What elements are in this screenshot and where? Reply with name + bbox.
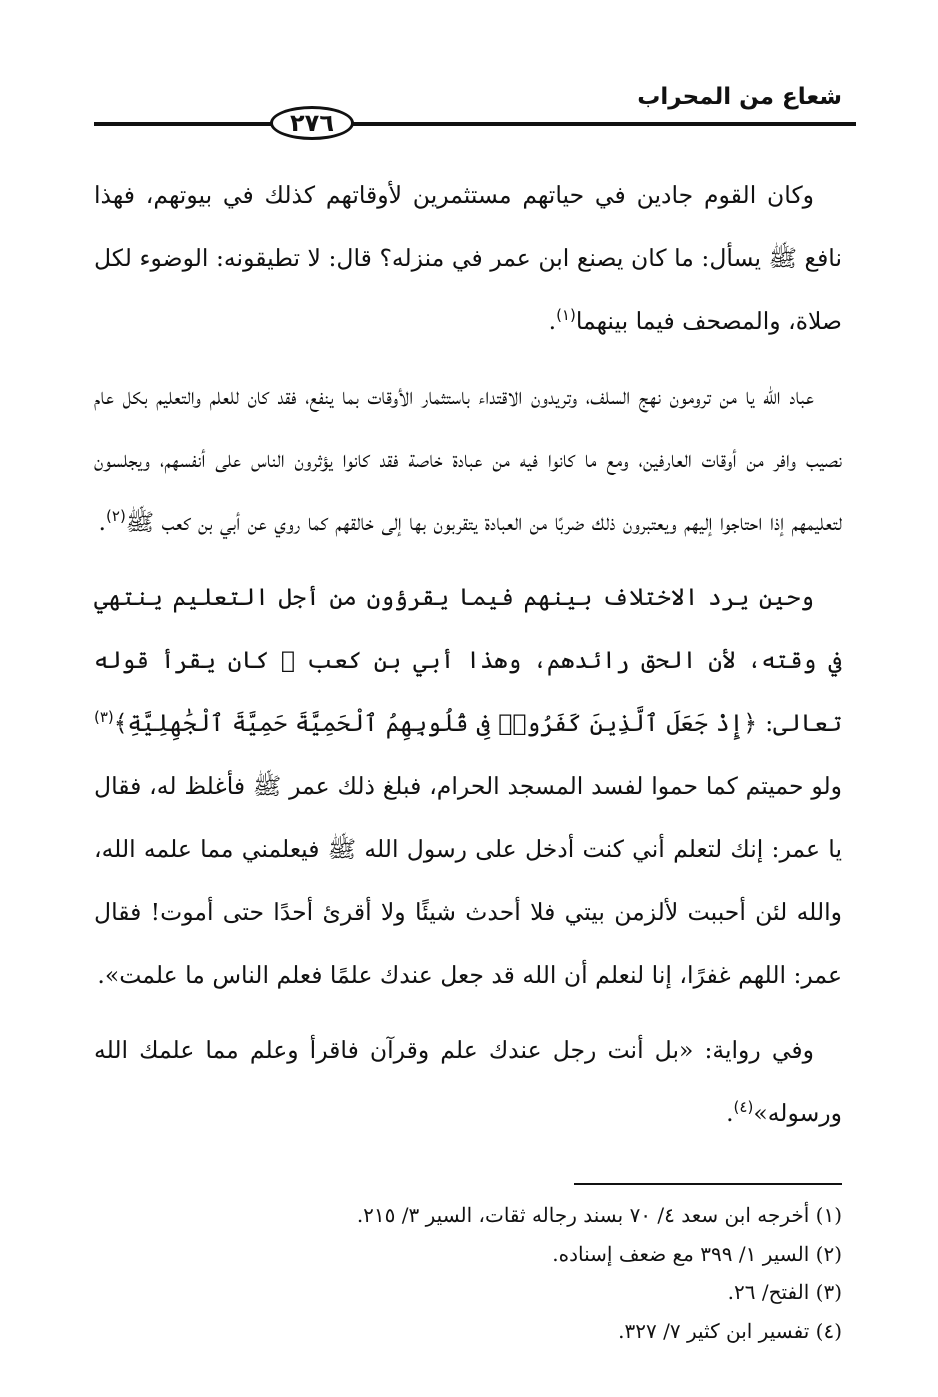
footnote-rule <box>574 1183 842 1185</box>
running-header-title: شعاع من المحراب <box>637 84 842 110</box>
paragraph-3 <box>94 566 842 1007</box>
paragraph-2 <box>94 365 842 554</box>
paragraph-tail: . <box>726 1099 734 1127</box>
footnote-4: (٤) تفسير ابن كثير ٧/ ٣٢٧. <box>618 1318 842 1343</box>
paragraph-text: عباد الله يا من ترومون نهج السلف، وتريدون الاقتداء باستثمار الأوقات بما ينفع، فقد كان للعلم والتعليم بكل عام نصيب وافر من أوقات العارفين، ومع ما كانوا فيه من عبادة خاصة فقد كانوا يؤثرون الناس على أنفسهم، ويجلسون لتعليمهم إذا احتاجوا إليهم ويعتبرون ذلك ضربًا من العبادة يتقربون بها إلى خالقهم كما روي عن أبي بن كعب ﷺ <box>94 382 842 536</box>
paragraph-tail: . <box>548 307 557 335</box>
footnote-3: (٣) الفتح/ ٢٦. <box>727 1280 842 1304</box>
paragraph-text: وحين يرد الاختلاف بينهم فيما يقرؤون من أجل التعليم ينتهي في وقته، لأن الحق رائدهم، وهذا أبي بن كعب ﷺ كان يقرأ قوله تعالى: ﴿إِذْ جَعَلَ ٱلَّذِينَ كَفَرُوا۟ فِى قُلُوبِهِمُ ٱلْحَمِيَّةَ حَمِيَّةَ ٱلْجَٰهِلِيَّةِ﴾ <box>94 583 842 737</box>
header-rule <box>94 122 856 126</box>
paragraph-1 <box>94 164 842 353</box>
footnote-ref-1: (١) <box>556 306 576 325</box>
paragraph-tail: ولو حميتم كما حموا لفسد المسجد الحرام، فبلغ ذلك عمر ﷺ فأغلظ له، فقال يا عمر: إنك لتعلم أني كنت أدخل على رسول الله ﷺ فيعلمني مما علمه الله، والله لئن أحببت لألزمن بيتي فلا أحدث شيئًا ولا أقرئ أحدًا حتى أموت! فقال عمر: اللهم غفرًا، إنا لنعلم أن الله قد جعل عندك علمًا فعلم الناس ما علمت». <box>94 772 842 989</box>
paragraph-text: وكان القوم جادين في حياتهم مستثمرين لأوقاتهم كذلك في بيوتهم، فهذا نافع ﷺ يسأل: ما كان يصنع ابن عمر في منزله؟ قال: لا تطيقونه: الوضوء لكل صلاة، والمصحف فيما بينهما <box>94 181 843 335</box>
paragraph-tail: . <box>98 508 107 536</box>
footnote-ref-3: (٣) <box>94 708 114 727</box>
footnotes <box>94 1196 842 1350</box>
main-text <box>94 164 842 1157</box>
footnote-ref-2: (٢) <box>106 507 126 526</box>
page-number-badge: ٢٧٦ <box>270 106 354 140</box>
footnote-2: (٢) السير ١/ ٣٩٩ مع ضعف إسناده. <box>552 1241 842 1266</box>
paragraph-4 <box>94 1019 842 1145</box>
paragraph-text: وفي رواية: «بل أنت رجل عندك علم وقرآن فاقرأ وعلم مما علمك الله ورسوله» <box>94 1036 842 1127</box>
footnote-ref-4: (٤) <box>733 1098 754 1117</box>
footnote-1: (١) أخرجه ابن سعد ٤/ ٧٠ بسند رجاله ثقات، السير ٣/ ٢١٥. <box>356 1203 842 1227</box>
